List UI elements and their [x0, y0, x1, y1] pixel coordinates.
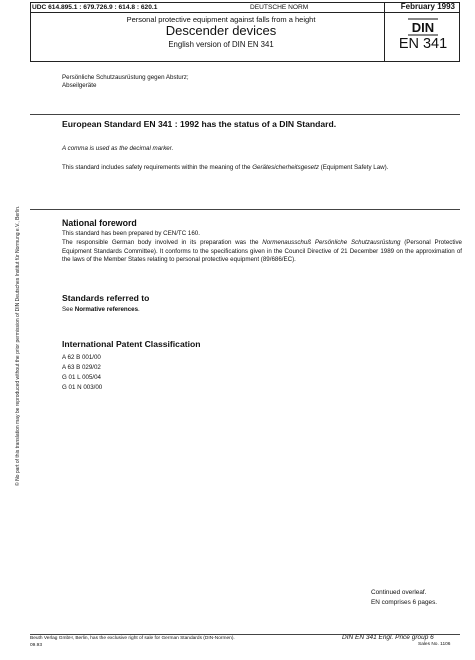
- divider: [30, 209, 460, 210]
- standards-referred-heading: Standards referred to: [62, 293, 150, 303]
- foreword-paragraph-2: The responsible German body involved in its preparation was the Normenausschuß Persönliche Schutzausrüstung (Personal Protective Equipment Standards Committee). It conforms to the specifications given in the Council Directive of 21 December 1989 on the approximation of the laws of the Member States relating to personal protective equipment (89/686/EC).: [62, 239, 462, 264]
- norm-label: DEUTSCHE NORM: [250, 4, 309, 11]
- divider: [30, 114, 460, 115]
- decimal-note: A comma is used as the decimal marker.: [62, 145, 174, 152]
- ipc-code: A 63 B 029/02: [62, 364, 101, 371]
- ipc-code-list: [62, 353, 102, 393]
- sales-number: Sales No. 1106: [418, 642, 451, 647]
- ipc-code: G 01 N 003/00: [62, 384, 103, 391]
- header-top-row: [31, 3, 459, 13]
- title-line-1: Personal protective equipment against falls from a height: [126, 15, 316, 24]
- foreword-paragraph-1: This standard has been prepared by CEN/TC 160.: [62, 230, 200, 237]
- price-group: DIN EN 341 Engl. Price group 6: [342, 634, 434, 641]
- ipc-code: G 01 L 005/04: [62, 374, 101, 381]
- german-title-line-2: Abseilgeräte: [62, 82, 97, 89]
- din-logo-text: DIN: [411, 20, 435, 35]
- national-foreword-heading: National foreword: [62, 218, 137, 228]
- publisher-notice: Beuth Verlag GmbH, Berlin, has the exclusive right of sale for German Standards (DIN-Normen).: [30, 636, 235, 641]
- footer-code: 09.93: [30, 643, 43, 648]
- status-heading: European Standard EN 341 : 1992 has the status of a DIN Standard.: [62, 119, 337, 129]
- header-divider: [384, 3, 385, 61]
- continued-overleaf: Continued overleaf.: [371, 589, 427, 596]
- udc-classification: UDC 614.895.1 : 679.726.9 : 614.8 : 620.1: [32, 4, 158, 11]
- page-count: EN comprises 6 pages.: [371, 599, 438, 606]
- standards-referred-text: See Normative references.: [62, 306, 140, 313]
- ipc-heading: International Patent Classification: [62, 339, 201, 349]
- copyright-notice: © No part of this translation may be reproduced without the prior permission of DIN Deutsches Institut für Normung e.V., Berlin.: [15, 205, 21, 486]
- ipc-code: A 62 B 001/00: [62, 354, 101, 361]
- publication-date: February 1993: [400, 2, 455, 11]
- document-header: [30, 2, 460, 62]
- title-line-3: English version of DIN EN 341: [168, 40, 274, 49]
- document-number: EN 341: [398, 36, 448, 52]
- scope-statement: This standard includes safety requirements within the meaning of the Gerätesicherheitsgesetz (Equipment Safety Law).: [62, 164, 389, 171]
- title-main: Descender devices: [165, 23, 277, 38]
- german-title-line-1: Persönliche Schutzausrüstung gegen Absturz;: [62, 74, 189, 81]
- din-logo-icon: [408, 18, 438, 36]
